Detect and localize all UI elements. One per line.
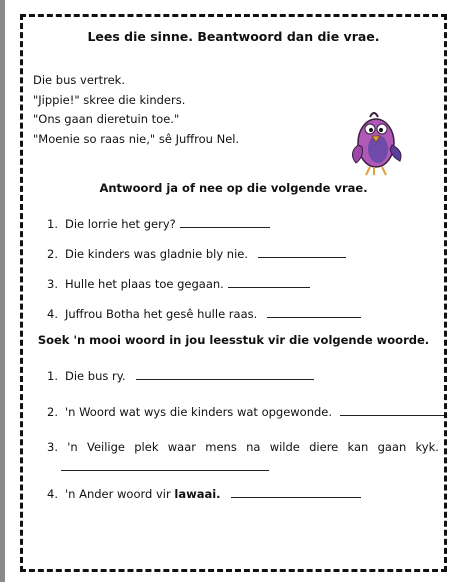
story-line: "Jippie!" skree die kinders. bbox=[33, 92, 186, 107]
worksheet bbox=[20, 14, 447, 572]
question-text: Hulle het plaas toe gegaan. bbox=[65, 277, 224, 291]
question-number: 3. bbox=[47, 277, 58, 291]
answer-line[interactable] bbox=[228, 275, 310, 288]
section2-heading: Soek 'n mooi woord in jou leesstuk vir die volgende woorde. bbox=[37, 333, 430, 347]
question-number: 1. bbox=[47, 369, 58, 383]
question-text: Die kinders was gladnie bly nie. bbox=[65, 247, 249, 261]
answer-line[interactable] bbox=[267, 305, 361, 318]
worksheet-title: Lees die sinne. Beantwoord dan die vrae. bbox=[87, 29, 380, 44]
story-line: Die bus vertrek. bbox=[33, 73, 125, 87]
question-text: Die bus ry. bbox=[65, 369, 126, 383]
question-number: 4. bbox=[47, 307, 58, 321]
story-line: "Moenie so raas nie," sê Juffrou Nel. bbox=[33, 131, 240, 146]
question-word: wilde bbox=[269, 440, 300, 454]
answer-line[interactable] bbox=[136, 367, 314, 380]
question-1 bbox=[47, 215, 270, 231]
story-line: "Ons gaan dieretuin toe." bbox=[33, 112, 180, 126]
answer-line[interactable] bbox=[258, 245, 346, 258]
question-word: na bbox=[246, 440, 261, 454]
purple-bird-illustration bbox=[348, 105, 406, 177]
question-number: 2. bbox=[47, 247, 58, 261]
question-7 bbox=[47, 437, 439, 477]
reading-passage bbox=[33, 71, 239, 149]
highlighted-word: lawaai. bbox=[174, 487, 221, 501]
question-word: gaan bbox=[377, 440, 407, 454]
answer-line[interactable] bbox=[340, 403, 444, 416]
answer-line[interactable] bbox=[180, 215, 270, 228]
answer-line[interactable] bbox=[231, 485, 361, 498]
question-text: Die lorrie het gery? bbox=[65, 217, 176, 231]
question-number: 2. bbox=[47, 405, 58, 419]
question-word: plek bbox=[134, 440, 159, 454]
left-edge-strip bbox=[0, 0, 5, 582]
question-word: waar bbox=[167, 440, 196, 454]
question-2 bbox=[47, 245, 346, 261]
question-3 bbox=[47, 275, 310, 291]
question-word: diere bbox=[309, 440, 339, 454]
question-text: 'n Woord wat wys die kinders wat opgewonde. bbox=[65, 405, 333, 419]
question-text: Juffrou Botha het gesê hulle raas. bbox=[65, 307, 258, 321]
question-number: 3. bbox=[47, 440, 58, 454]
question-text: 'n Ander woord vir bbox=[65, 487, 175, 501]
question-word: kan bbox=[347, 440, 369, 454]
question-word: 'n bbox=[67, 440, 78, 454]
question-word: kyk. bbox=[415, 440, 439, 454]
section1-heading: Antwoord ja of nee op die volgende vrae. bbox=[99, 181, 368, 195]
question-5 bbox=[47, 367, 314, 383]
question-8 bbox=[47, 485, 361, 501]
question-number: 1. bbox=[47, 217, 58, 231]
question-4 bbox=[47, 305, 361, 321]
question-word: mens bbox=[205, 440, 237, 454]
question-number: 4. bbox=[47, 487, 58, 501]
answer-line[interactable] bbox=[61, 458, 269, 471]
question-word: Veilige bbox=[86, 440, 125, 454]
question-6 bbox=[47, 403, 444, 419]
